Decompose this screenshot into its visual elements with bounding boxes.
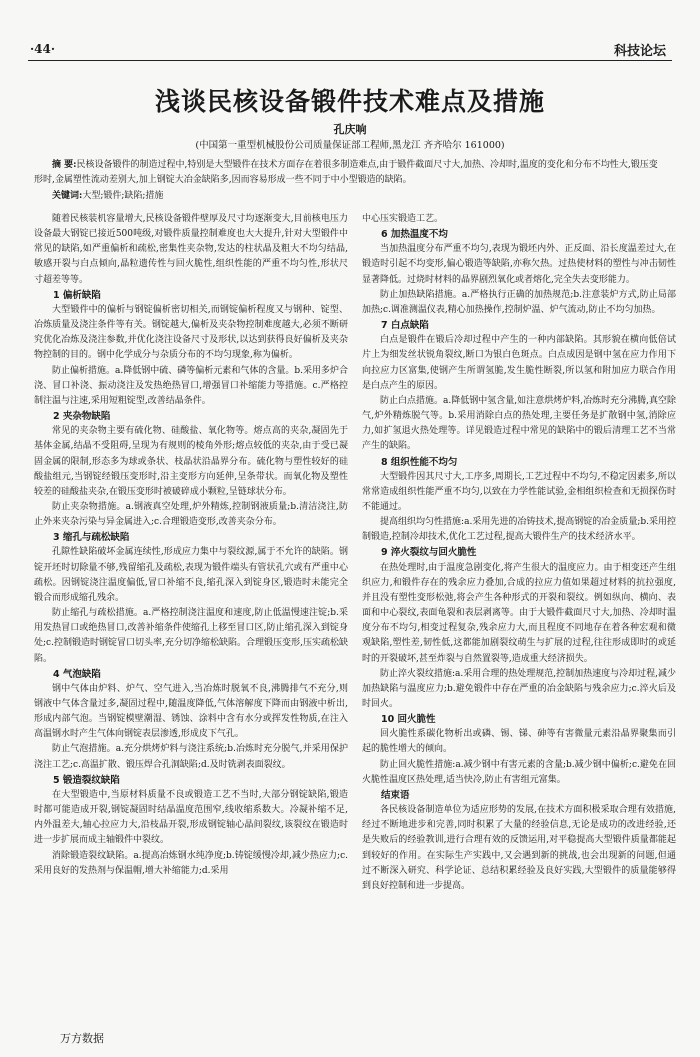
keywords-text: 大型;锻件;缺陷;措施 bbox=[82, 191, 164, 201]
paragraph: 防止气泡措施。a.充分烘烤炉料与浇注系统;b.冶炼时充分脱气,并采用保护浇注工艺;c.高温扩散、锻压焊合孔洞缺陷;d.及时铣剥表面裂纹。 bbox=[34, 744, 348, 770]
author-name: 孔庆响 bbox=[333, 123, 367, 136]
keywords-label: 关键词: bbox=[52, 191, 83, 201]
paragraph: 防止回火脆性措施:a.减少钢中有害元素的含量;b.减少钢中偏析;c.避免在回火脆性温度区热处理,适当快冷,防止有害组元富集。 bbox=[362, 759, 676, 785]
paragraph: 消除锻造裂纹缺陷。a.提高冶炼钢水纯净度;b.铸锭缓慢冷却,减少热应力;c.采用良好的发热剂与保温帽,增大补缩能力;d.采用 bbox=[34, 850, 348, 876]
paragraph: 大型锻件中的偏析与钢锭偏析密切相关,而钢锭偏析程度又与钢种、锭型、冶炼质量及浇注条件等有关。钢锭越大,偏析及夹杂物控制难度越大,必须不断研究优化冶炼及浇注参数,并优化浇注设备尺寸及形状,以达到获得良好偏析及夹杂物控制的目的。钢中化学成分与杂质分布的不均匀现象,称为偏析。 bbox=[34, 304, 348, 361]
section-heading: 1 偏析缺陷 bbox=[53, 289, 101, 301]
column-name: 科技论坛 bbox=[613, 44, 666, 59]
right-column bbox=[362, 212, 676, 894]
section-heading: 结束语 bbox=[381, 789, 410, 801]
paragraph: 当加热温度分布严重不均匀,表现为锻坯内外、正反面、沿长度温差过大,在锻造时引起不均变形,偏心锻造等缺陷,亦称欠热。过热使材料的塑性与冲击韧性显著降低。过烧时材料的晶界剧烈氧化或者熔化,完全失去变形能力。 bbox=[362, 244, 676, 285]
paragraph: 防止白点措施。a.降低钢中氢含量,如注意烘烤炉料,冶炼时充分沸腾,真空除气,炉外精炼脱气等。b.采用消除白点的热处理,主要任务是扩散钢中氢,消除应力,如扩氢退火热处理等。详见锻造过程中常见的缺陷中的锻后清理工艺不当常产生的缺陷。 bbox=[362, 395, 676, 452]
header-rule bbox=[28, 60, 672, 61]
paragraph: 防止偏析措施。a.降低钢中硫、磷等偏析元素和气体的含量。b.采用多炉合浇、冒口补浇、振动浇注及发热绝热冒口,增强冒口补缩能力等措施。c.严格控制注温与注速,采用短粗锭型,改善结晶条件。 bbox=[34, 365, 348, 406]
section-heading: 9 淬火裂纹与回火脆性 bbox=[381, 547, 477, 559]
abstract bbox=[34, 158, 666, 188]
paragraph: 防止加热缺陷措施。a.严格执行正确的加热规范;b.注意装炉方式,防止局部加热;c.调准测温仪表,精心加热操作,控制炉温、炉气流动,防止不均匀加热。 bbox=[362, 289, 676, 315]
paragraph: 随着民核装机容量增大,民核设备锻件壁厚及尺寸均逐渐变大,目前核电压力设备最大钢锭已接近500吨级,对锻件质量控制难度也大大提升,针对大型锻件中常见的缺陷,如严重偏析和疏松,密集性夹杂物,发达的柱状晶及粗大不均匀结晶,敏感开裂与白点倾向,晶粒遗传性与回火脆性,组织性能的严重不均匀性,形状尺寸超差等等。 bbox=[34, 214, 348, 285]
paragraph: 防止缩孔与疏松措施。a.严格控制浇注温度和速度,防止低温慢速注锭;b.采用发热冒口或绝热冒口,改善补缩条件使缩孔上移至冒口区,防止缩孔深入到锭身处;c.控制锻造时钢锭冒口切头率,充分切净缩松缺陷。合理锻压变形,压实疏松缺陷。 bbox=[34, 608, 348, 664]
section-heading: 5 锻造裂纹缺陷 bbox=[53, 774, 120, 786]
paragraph: 防止夹杂物措施。a.钢液真空处理,炉外精炼,控制钢液质量;b.清洁浇注,防止外来夹杂污染与异金属进入;c.合理锻造变形,改善夹杂分布。 bbox=[34, 501, 348, 528]
paragraph: 各民核设备制造单位为适应形势的发展,在技术方面积极采取合理有效措施,经过不断地进步和完善,同时积累了大量的经验信息,无论是成功的改进经验,还是失败后的经验教训,进行合理有效的反馈运用,对平稳提高大型锻件质量都能起到较好的作用。在实际生产实践中,又会遇到新的挑战,也会出现新的问题,但通过不断深入研究、科学论证、总结积累经验及良好实践,大型锻件的质量能够得到良好控制和进一步提高。 bbox=[362, 805, 676, 891]
paragraph: 在热处理时,由于温度急剧变化,将产生很大的温度应力。由于相变还产生组织应力,和锻件存在的残余应力叠加,合成的拉应力值如果超过材料的抗拉强度,并且没有塑性变形松弛,将会产生各种形式的开裂和裂纹。例如纵向、横向、表面和中心裂纹,表面龟裂和表层剥离等。由于大锻件截面尺寸大,加热、冷却时温度分布不均匀,相变过程复杂,残余应力大,而且程度不同地存在着各种宏观和微观缺陷,塑性差,韧性低,这都能加剧裂纹萌生与扩展的过程,往往形成即时的或延时的开裂破坏,甚至炸裂与自然置裂等,造成重大经济损失。 bbox=[362, 562, 676, 664]
section-heading: 7 白点缺陷 bbox=[381, 320, 429, 332]
running-header bbox=[28, 38, 672, 62]
footer-watermark: 万方数据 bbox=[60, 1032, 104, 1045]
keywords bbox=[34, 189, 666, 203]
paragraph: 在大型锻造中,当原材料质量不良或锻造工艺不当时,大部分钢锭缺陷,锻造时都可能造成开裂,钢锭凝固时结晶温度范围窄,线收缩系数大。冷凝补缩不足,内外温差大,轴心拉应力大,沿枝晶开裂,形成钢锭轴心晶间裂纹,该裂纹在锻造时进一步扩展而成主轴锻件中裂纹。 bbox=[34, 789, 348, 846]
section-heading: 8 组织性能不均匀 bbox=[381, 456, 458, 468]
section-heading: 6 加热温度不均 bbox=[381, 229, 448, 241]
paragraph: 中心压实锻造工艺。 bbox=[362, 214, 444, 224]
page-number: ·44· bbox=[30, 42, 56, 56]
paragraph: 防止淬火裂纹措施:a.采用合理的热处理规范,控制加热速度与冷却过程,减少加热缺陷与温度应力;b.避免锻件中存在严重的冶金缺陷与残余应力;c.淬火后及时回火。 bbox=[362, 668, 676, 709]
paragraph: 钢中气体由炉料、炉气、空气进入,当冶炼时脱氧不良,沸腾排气不充分,则钢液中气体含量过多,凝固过程中,随温度降低,气体溶解度下降而由钢液中析出,形成内部气泡。当钢锭模壁潮湿、锈蚀、涂料中含有水分或挥发性物质,在注入高温钢水时产生气体向钢锭表层渗透,形成皮下气孔。 bbox=[34, 683, 348, 740]
paragraph: 白点是锻件在锻后冷却过程中产生的一种内部缺陷。其形貌在横向低倍试片上为细发丝状锐角裂纹,断口为银白色斑点。白点成因是钢中氢在应力作用下向拉应力区富集,使钢产生所谓氢脆,发生脆性断裂,所以氢和附加应力联合作用是白点产生的原因。 bbox=[362, 335, 676, 391]
section-heading: 4 气泡缺陷 bbox=[53, 668, 101, 680]
article-title: 浅谈民核设备锻件技术难点及措施 bbox=[154, 87, 545, 116]
section-heading: 2 夹杂物缺陷 bbox=[53, 411, 111, 423]
section-heading: 3 缩孔与疏松缺陷 bbox=[53, 532, 130, 544]
paragraph: 孔隙性缺陷破坏金属连续性,形成应力集中与裂纹源,属于不允许的缺陷。钢锭开坯时切除量不够,残留缩孔及疏松,表现为锻件端头有管状孔穴或有严重中心疏松。因钢锭浇注温度偏低,冒口补缩不良,缩孔深入到锭身区,锻造时未能完全锻合而形成缩孔残余。 bbox=[34, 547, 348, 603]
paragraph: 常见的夹杂物主要有硫化物、硅酸盐、氧化物等。熔点高的夹杂,凝固先于基体金属,结晶不受阻碍,呈现为有规则的棱角外形;熔点较低的夹杂,由于受已凝固金属的限制,形态多为球或条状、枝晶状沿晶界分布。硫化物与塑性较好的硅酸盐组元,当钢锭经锻压变形时,沿主变形方向延伸,呈条带状。而氧化物及塑性较差的硅酸盐夹杂,在锻压变形时被破碎成小颗粒,呈链球状分布。 bbox=[34, 426, 348, 497]
abstract-label: 摘 要: bbox=[52, 160, 77, 170]
paragraph: 大型锻件因其尺寸大,工序多,周期长,工艺过程中不均匀,不稳定因素多,所以常常造成组织性能严重不均匀,以致在力学性能试验,金相组织检查和无损探伤时不能通过。 bbox=[362, 471, 676, 512]
abstract-text: 民核设备锻件的制造过程中,特别是大型锻件在技术方面存在着很多制造难点,由于锻件截面尺寸大,加热、冷却时,温度的变化和分布不均性大,锻压变形时,金属塑性流动差别大,加上钢锭大冶金缺陷多,因而容易形成一些不同于中小型锻造的缺陷。 bbox=[34, 160, 658, 185]
section-heading: 10 回火脆性 bbox=[381, 714, 436, 726]
author-affiliation: (中国第一重型机械股份公司质量保证部工程师,黑龙江 齐齐哈尔 161000) bbox=[195, 140, 505, 151]
paragraph: 提高组织均匀性措施:a.采用先进的冶铸技术,提高钢锭的冶金质量;b.采用控制锻造,控制冷却技术,优化工艺过程,提高大锻件生产的技术经济水平。 bbox=[362, 517, 676, 543]
left-column bbox=[34, 212, 348, 879]
paragraph: 回火脆性系碳化物析出或磷、锡、锑、砷等有害微量元素沿晶界聚集而引起的脆性增大的倾向。 bbox=[362, 729, 676, 755]
